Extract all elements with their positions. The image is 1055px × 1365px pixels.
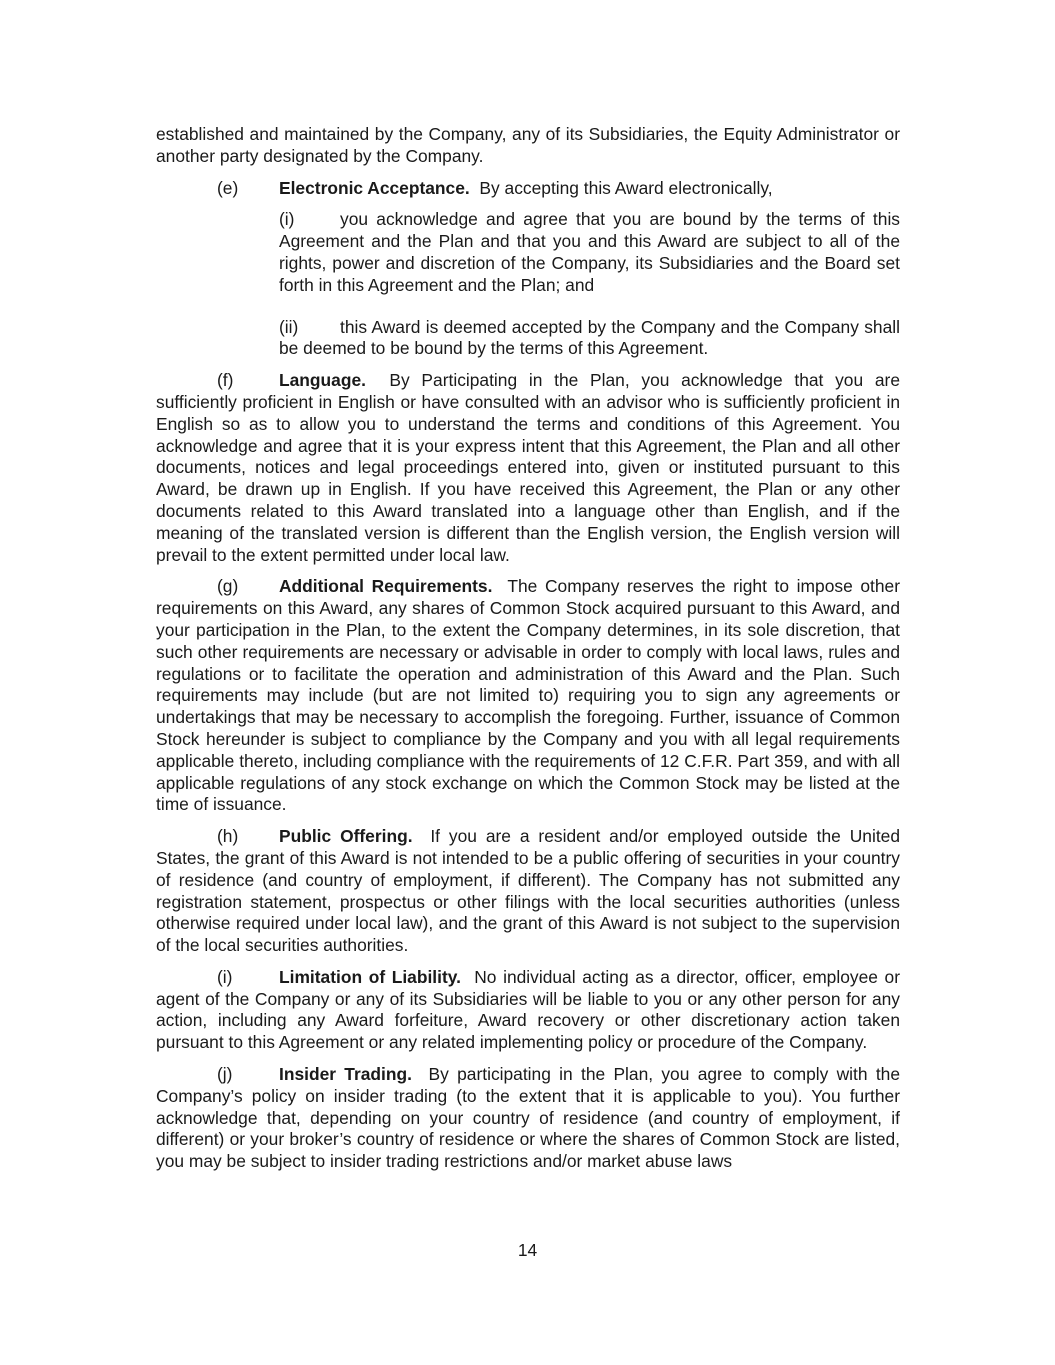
document-page [156,124,900,1183]
intro-paragraph: established and maintained by the Company, any of its Subsidiaries, the Equity Administrator or another party designated by the Company. [156,124,900,166]
section-i-paragraph [156,967,900,1054]
section-e-item-i [279,209,900,296]
section-e-item-ii-text: this Award is deemed accepted by the Company and the Company shall be deemed to be bound by the terms of this Agreement. [279,316,900,359]
section-j-label: (j) [217,1064,233,1085]
section-e-item-ii [279,317,900,361]
section-j-paragraph [156,1064,900,1173]
section-g-label: (g) [217,576,239,597]
section-g-text: The Company reserves the right to impose other requirements on this Award, any shares of Common Stock acquired pursuant to this Award, and your participation in the Plan, to the extent the Company determines, in its sole discretion, that such other requirements are necessary or advisable in order to comply with local laws, rules and regulations or to facilitate the operation and administration of this Award and the Plan. Such requirements may include (but are not limited to) requiring you to sign any agreements or undertakings that may be necessary to accomplish the foregoing. Further, issuance of Common Stock hereunder is subject to compliance by the Company and you with all legal requirements applicable thereto, including compliance with the requirements of 12 C.F.R. Part 359, and with all applicable regulations of any stock exchange on which the Common Stock may be listed at the time of issuance. [156,576,900,815]
section-e-label: (e) [217,177,239,198]
page-number: 14 [517,1240,538,1260]
section-g-paragraph [156,576,900,816]
section-j-heading: Insider Trading. [279,1064,412,1085]
section-e-text: By accepting this Award electronically, [479,177,773,198]
section-i-text: No individual acting as a director, officer, employee or agent of the Company or any of its Subsidiaries will be liable to you or any other person for any action, including any Award forfeiture, Award recovery or other discretionary action taken pursuant to this Agreement or any related implementing policy or procedure of the Company. [156,966,901,1053]
section-e-item-ii-label: (ii) [279,316,299,337]
section-f-paragraph [156,370,900,566]
section-e-item-i-label: (i) [279,209,295,230]
section-i-label: (i) [217,966,233,987]
section-g-heading: Additional Requirements. [279,576,493,597]
section-h-paragraph [156,826,900,957]
section-e-item-i-text: you acknowledge and agree that you are bound by the terms of this Agreement and the Plan and that you and this Award are subject to all of the rights, power and discretion of the Company, its Subsidiaries and the Board set forth in this Agreement and the Plan; and [279,209,900,295]
section-e-line [279,178,773,200]
section-j-text: By participating in the Plan, you agree to comply with the Company’s policy on insider trading (to the extent that it is applicable to you). You further acknowledge that, depending on your country of residence (and country of employment, if different) or your broker’s country of residence or where the shares of Common Stock are listed, you may be subject to insider trading restrictions and/or market abuse laws [156,1064,900,1172]
section-h-heading: Public Offering. [279,826,413,847]
section-e-heading: Electronic Acceptance. [279,177,470,198]
section-e-header [217,178,900,200]
section-i-heading: Limitation of Liability. [279,966,461,987]
section-f-text: By Participating in the Plan, you acknowledge that you are sufficiently proficient in English or have consulted with an advisor who is sufficiently proficient in English so as to allow you to understand the terms and conditions of this Agreement. You acknowledge and agree that it is your express intent that this Agreement, the Plan and all other documents, notices and legal proceedings entered into, given or instituted pursuant to this Award, be drawn up in English. If you have received this Agreement, the Plan or any other documents related to this Award translated into a language other than English, and if the meaning of the translated version is different than the English version, the English version will prevail to the extent permitted under local law. [156,370,900,565]
section-f-label: (f) [217,370,234,391]
section-h-label: (h) [217,826,239,847]
section-f-heading: Language. [279,370,366,391]
section-h-text: If you are a resident and/or employed outside the United States, the grant of this Award is not intended to be a public offering of securities in your country of residence (and country of employment, if different). The Company has not submitted any registration statement, prospectus or other filings with the local securities authorities (unless otherwise required under local law), and the grant of this Award is not subject to the supervision of the local securities authorities. [156,826,900,956]
